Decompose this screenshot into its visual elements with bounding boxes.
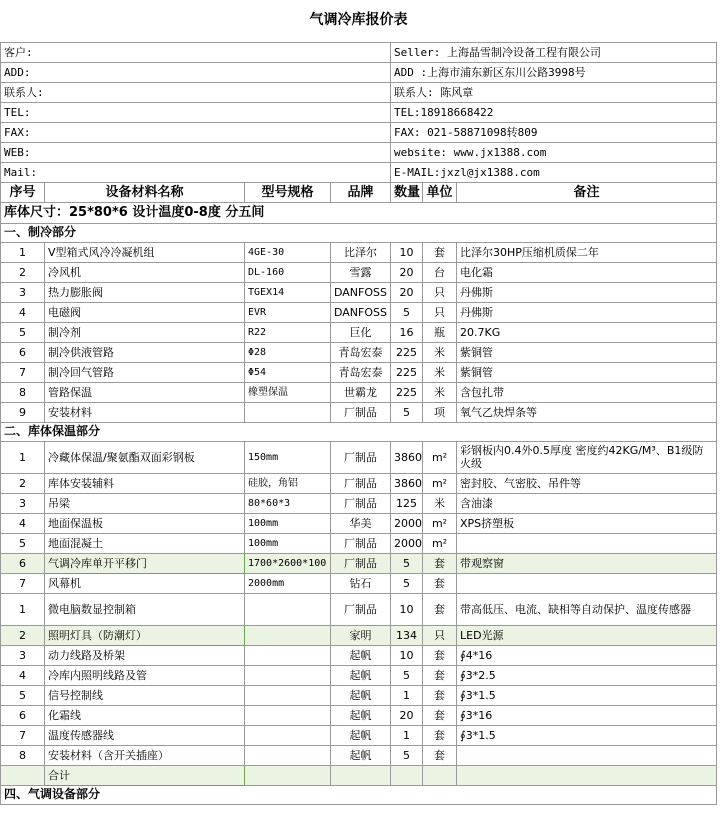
item-qty[interactable]: 3860 (391, 441, 423, 473)
item-model[interactable]: Φ28 (245, 342, 331, 362)
item-note[interactable]: 比泽尔30HP压缩机质保二年 (457, 242, 717, 262)
item-note[interactable]: 含包扎带 (457, 382, 717, 402)
row-number[interactable]: 5 (1, 533, 45, 553)
item-name[interactable]: 地面混凝土 (45, 533, 245, 553)
item-brand[interactable]: 华美 (331, 513, 391, 533)
item-model[interactable]: TGEX14 (245, 282, 331, 302)
item-name[interactable]: 电磁阀 (45, 302, 245, 322)
item-qty[interactable]: 225 (391, 342, 423, 362)
item-unit[interactable]: 套 (423, 705, 457, 725)
item-qty[interactable]: 20 (391, 282, 423, 302)
row-number[interactable]: 4 (1, 513, 45, 533)
item-name[interactable]: 合计 (45, 765, 245, 785)
item-unit[interactable]: m² (423, 533, 457, 553)
item-qty[interactable]: 125 (391, 493, 423, 513)
table-row (1, 362, 717, 382)
item-note[interactable]: 密封胶、气密胶、吊件等 (457, 473, 717, 493)
row-number[interactable]: 9 (1, 402, 45, 422)
item-unit[interactable]: 套 (423, 725, 457, 745)
item-name[interactable]: 动力线路及桥架 (45, 645, 245, 665)
item-brand[interactable]: 世霸龙 (331, 382, 391, 402)
item-name[interactable]: 信号控制线 (45, 685, 245, 705)
table-row (1, 322, 717, 342)
table-row (1, 473, 717, 493)
item-brand[interactable]: 起帆 (331, 725, 391, 745)
item-model[interactable]: Φ54 (245, 362, 331, 382)
item-brand[interactable]: 厂制品 (331, 473, 391, 493)
table-row (1, 665, 717, 685)
item-unit[interactable]: 瓶 (423, 322, 457, 342)
item-note[interactable]: 紫铜管 (457, 342, 717, 362)
item-brand[interactable]: 钻石 (331, 573, 391, 593)
item-note[interactable]: ∮3*2.5 (457, 665, 717, 685)
item-qty[interactable]: 5 (391, 573, 423, 593)
row-number[interactable]: 3 (1, 645, 45, 665)
item-qty[interactable]: 5 (391, 665, 423, 685)
item-name[interactable]: 安装材料 (45, 402, 245, 422)
item-model[interactable] (245, 593, 331, 625)
row-number[interactable]: 8 (1, 382, 45, 402)
item-unit[interactable]: 套 (423, 665, 457, 685)
table-row (1, 765, 717, 785)
item-name[interactable]: 吊梁 (45, 493, 245, 513)
item-model[interactable] (245, 402, 331, 422)
row-number[interactable] (1, 765, 45, 785)
item-note[interactable] (457, 573, 717, 593)
item-unit[interactable]: 只 (423, 302, 457, 322)
item-unit[interactable]: 套 (423, 745, 457, 765)
row-number[interactable]: 5 (1, 685, 45, 705)
table-row (1, 242, 717, 262)
item-unit[interactable]: 套 (423, 645, 457, 665)
row-number[interactable]: 4 (1, 302, 45, 322)
item-note[interactable]: 20.7KG (457, 322, 717, 342)
item-unit[interactable]: 套 (423, 685, 457, 705)
item-qty[interactable]: 20 (391, 705, 423, 725)
table-row (1, 493, 717, 513)
item-model[interactable]: R22 (245, 322, 331, 342)
item-qty[interactable]: 5 (391, 302, 423, 322)
item-qty[interactable]: 5 (391, 553, 423, 573)
info-right[interactable]: TEL:18918668422 (391, 102, 717, 122)
info-row (1, 82, 717, 102)
item-qty[interactable]: 1 (391, 685, 423, 705)
info-row (1, 102, 717, 122)
item-brand[interactable]: 厂制品 (331, 593, 391, 625)
row-number[interactable]: 7 (1, 725, 45, 745)
item-brand[interactable]: 起帆 (331, 645, 391, 665)
item-model[interactable]: 4GE-30 (245, 242, 331, 262)
item-qty[interactable]: 5 (391, 402, 423, 422)
item-model[interactable] (245, 645, 331, 665)
item-model[interactable] (245, 725, 331, 745)
table-row (1, 745, 717, 765)
item-brand[interactable]: 雪露 (331, 262, 391, 282)
table-row (1, 685, 717, 705)
item-model[interactable]: EVR (245, 302, 331, 322)
item-brand[interactable]: DANFOSS (331, 302, 391, 322)
column-header[interactable]: 品牌 (331, 182, 391, 202)
row-number[interactable]: 2 (1, 625, 45, 645)
item-model[interactable] (245, 685, 331, 705)
table-row (1, 302, 717, 322)
item-model[interactable]: 100mm (245, 513, 331, 533)
item-model[interactable]: 1700*2600*100 (245, 553, 331, 573)
section-title[interactable]: 二、库体保温部分 (1, 422, 717, 441)
item-unit[interactable]: 米 (423, 493, 457, 513)
item-model[interactable]: 2000mm (245, 573, 331, 593)
table-row (1, 645, 717, 665)
item-name[interactable]: 制冷供液管路 (45, 342, 245, 362)
row-number[interactable]: 2 (1, 473, 45, 493)
item-note[interactable]: 带观察窗 (457, 553, 717, 573)
item-name[interactable]: 化霜线 (45, 705, 245, 725)
table-row (1, 441, 717, 473)
table-row (1, 725, 717, 745)
item-qty[interactable]: 20 (391, 262, 423, 282)
table-row (1, 382, 717, 402)
info-left[interactable]: 客户: (1, 42, 391, 62)
item-model[interactable] (245, 665, 331, 685)
info-left[interactable]: TEL: (1, 102, 391, 122)
info-left[interactable]: WEB: (1, 142, 391, 162)
item-brand[interactable]: 厂制品 (331, 493, 391, 513)
row-number[interactable]: 3 (1, 493, 45, 513)
item-name[interactable]: 热力膨胀阀 (45, 282, 245, 302)
item-note[interactable]: 彩钢板内0.4外0.5厚度 密度约42KG/M³、B1级防火级 (457, 441, 717, 473)
item-note[interactable]: 含油漆 (457, 493, 717, 513)
table-row (1, 533, 717, 553)
info-row (1, 142, 717, 162)
item-name[interactable]: 冷库内照明线路及管 (45, 665, 245, 685)
item-brand[interactable]: 家明 (331, 625, 391, 645)
item-note[interactable] (457, 745, 717, 765)
item-brand[interactable]: 厂制品 (331, 441, 391, 473)
item-note[interactable]: 紫铜管 (457, 362, 717, 382)
item-unit[interactable]: 项 (423, 402, 457, 422)
item-note[interactable]: 丹佛斯 (457, 282, 717, 302)
item-brand[interactable] (331, 765, 391, 785)
row-number[interactable]: 1 (1, 242, 45, 262)
item-brand[interactable]: DANFOSS (331, 282, 391, 302)
item-name[interactable]: 微电脑数显控制箱 (45, 593, 245, 625)
info-left[interactable]: 联系人: (1, 82, 391, 102)
info-right[interactable]: 联系人: 陈风章 (391, 82, 717, 102)
item-qty[interactable]: 1 (391, 725, 423, 745)
item-brand[interactable]: 青岛宏泰 (331, 362, 391, 382)
info-left[interactable]: Mail: (1, 162, 391, 182)
item-name[interactable]: 安装材料（含开关插座） (45, 745, 245, 765)
item-unit[interactable]: m² (423, 513, 457, 533)
row-number[interactable]: 4 (1, 665, 45, 685)
item-note[interactable]: 带高低压、电流、缺相等自动保护、温度传感器 (457, 593, 717, 625)
row-number[interactable]: 8 (1, 745, 45, 765)
item-model[interactable]: 80*60*3 (245, 493, 331, 513)
row-number[interactable]: 6 (1, 342, 45, 362)
item-note[interactable]: ∮4*16 (457, 645, 717, 665)
table-row (1, 593, 717, 625)
item-unit[interactable]: m² (423, 441, 457, 473)
item-unit[interactable]: 米 (423, 382, 457, 402)
table-row (1, 705, 717, 725)
item-qty[interactable]: 2000 (391, 533, 423, 553)
table-row (1, 402, 717, 422)
row-number[interactable]: 7 (1, 362, 45, 382)
item-model[interactable] (245, 625, 331, 645)
item-qty[interactable]: 225 (391, 382, 423, 402)
info-right[interactable]: FAX: 021-58871098转809 (391, 122, 717, 142)
item-unit[interactable]: 只 (423, 282, 457, 302)
item-name[interactable]: 风幕机 (45, 573, 245, 593)
item-unit[interactable]: 套 (423, 573, 457, 593)
item-name[interactable]: 管路保温 (45, 382, 245, 402)
item-brand[interactable]: 起帆 (331, 745, 391, 765)
item-model[interactable]: 硅胶，角铝 (245, 473, 331, 493)
item-unit[interactable]: 只 (423, 625, 457, 645)
item-model[interactable]: 橡塑保温 (245, 382, 331, 402)
item-name[interactable]: 地面保温板 (45, 513, 245, 533)
section-title[interactable]: 一、制冷部分 (1, 223, 717, 242)
item-unit[interactable]: 米 (423, 342, 457, 362)
item-unit[interactable]: 台 (423, 262, 457, 282)
title-row (1, 0, 717, 42)
info-row (1, 162, 717, 182)
item-unit[interactable] (423, 765, 457, 785)
table-row (1, 513, 717, 533)
table-row (1, 262, 717, 282)
item-note[interactable]: LED光源 (457, 625, 717, 645)
item-name[interactable]: 库体安装辅料 (45, 473, 245, 493)
item-note[interactable] (457, 765, 717, 785)
item-qty[interactable]: 2000 (391, 513, 423, 533)
table-row (1, 625, 717, 645)
item-model[interactable]: 150mm (245, 441, 331, 473)
item-model[interactable] (245, 745, 331, 765)
info-right[interactable]: Seller: 上海晶雪制冷设备工程有限公司 (391, 42, 717, 62)
item-name[interactable]: 冷风机 (45, 262, 245, 282)
item-qty[interactable]: 16 (391, 322, 423, 342)
info-right[interactable]: ADD :上海市浦东新区东川公路3998号 (391, 62, 717, 82)
row-number[interactable]: 1 (1, 441, 45, 473)
row-number[interactable]: 5 (1, 322, 45, 342)
item-unit[interactable]: m² (423, 473, 457, 493)
item-note[interactable]: ∮3*1.5 (457, 725, 717, 745)
column-header[interactable]: 单位 (423, 182, 457, 202)
item-brand[interactable]: 厂制品 (331, 533, 391, 553)
table-row (1, 573, 717, 593)
item-brand[interactable]: 起帆 (331, 665, 391, 685)
item-unit[interactable]: 套 (423, 593, 457, 625)
item-note[interactable]: XPS挤塑板 (457, 513, 717, 533)
item-qty[interactable]: 5 (391, 745, 423, 765)
table-row (1, 342, 717, 362)
item-qty[interactable]: 10 (391, 593, 423, 625)
row-number[interactable]: 3 (1, 282, 45, 302)
item-qty[interactable]: 3860 (391, 473, 423, 493)
item-note[interactable]: 丹佛斯 (457, 302, 717, 322)
info-row (1, 62, 717, 82)
item-brand[interactable]: 比泽尔 (331, 242, 391, 262)
sheet-title: 气调冷库报价表 (1, 0, 717, 42)
section-title[interactable]: 四、气调设备部分 (1, 785, 717, 804)
item-brand[interactable]: 巨化 (331, 322, 391, 342)
dimension-banner[interactable]: 库体尺寸：25*80*6 设计温度0-8度 分五间 (1, 202, 717, 223)
item-brand[interactable]: 起帆 (331, 705, 391, 725)
item-name[interactable]: 照明灯具（防潮灯） (45, 625, 245, 645)
column-header[interactable]: 设备材料名称 (45, 182, 245, 202)
item-name[interactable]: V型箱式风冷冷凝机组 (45, 242, 245, 262)
item-note[interactable]: ∮3*16 (457, 705, 717, 725)
item-brand[interactable]: 厂制品 (331, 402, 391, 422)
column-header[interactable]: 型号规格 (245, 182, 331, 202)
table-row (1, 282, 717, 302)
column-header[interactable]: 序号 (1, 182, 45, 202)
info-right[interactable]: website: www.jx1388.com (391, 142, 717, 162)
item-unit[interactable]: 套 (423, 553, 457, 573)
item-note[interactable] (457, 533, 717, 553)
item-qty[interactable]: 10 (391, 645, 423, 665)
item-name[interactable]: 温度传感器线 (45, 725, 245, 745)
item-unit[interactable]: 米 (423, 362, 457, 382)
item-note[interactable]: 氧气乙炔焊条等 (457, 402, 717, 422)
item-model[interactable] (245, 705, 331, 725)
column-header[interactable]: 备注 (457, 182, 717, 202)
item-brand[interactable]: 厂制品 (331, 553, 391, 573)
column-header[interactable]: 数量 (391, 182, 423, 202)
row-number[interactable]: 1 (1, 593, 45, 625)
item-model[interactable]: 100mm (245, 533, 331, 553)
item-note[interactable]: ∮3*1.5 (457, 685, 717, 705)
info-row (1, 122, 717, 142)
row-number[interactable]: 6 (1, 705, 45, 725)
item-model[interactable] (245, 765, 331, 785)
item-model[interactable]: DL-160 (245, 262, 331, 282)
item-name[interactable]: 冷藏体保温/聚氨酯双面彩钢板 (45, 441, 245, 473)
item-brand[interactable]: 青岛宏泰 (331, 342, 391, 362)
info-row (1, 42, 717, 62)
item-name[interactable]: 气调冷库单开平移门 (45, 553, 245, 573)
item-name[interactable]: 制冷剂 (45, 322, 245, 342)
column-header-row (1, 182, 717, 202)
section-row (1, 785, 717, 804)
info-left[interactable]: ADD: (1, 62, 391, 82)
row-number[interactable]: 6 (1, 553, 45, 573)
info-left[interactable]: FAX: (1, 122, 391, 142)
row-number[interactable]: 2 (1, 262, 45, 282)
table-row (1, 553, 717, 573)
item-qty[interactable]: 225 (391, 362, 423, 382)
item-qty[interactable]: 10 (391, 242, 423, 262)
item-name[interactable]: 制冷回气管路 (45, 362, 245, 382)
item-qty[interactable]: 134 (391, 625, 423, 645)
row-number[interactable]: 7 (1, 573, 45, 593)
info-right[interactable]: E-MAIL:jxzl@jx1388.com (391, 162, 717, 182)
item-brand[interactable]: 起帆 (331, 685, 391, 705)
banner-row (1, 202, 717, 223)
item-qty[interactable] (391, 765, 423, 785)
section-row (1, 422, 717, 441)
item-unit[interactable]: 套 (423, 242, 457, 262)
item-note[interactable]: 电化霜 (457, 262, 717, 282)
section-row (1, 223, 717, 242)
